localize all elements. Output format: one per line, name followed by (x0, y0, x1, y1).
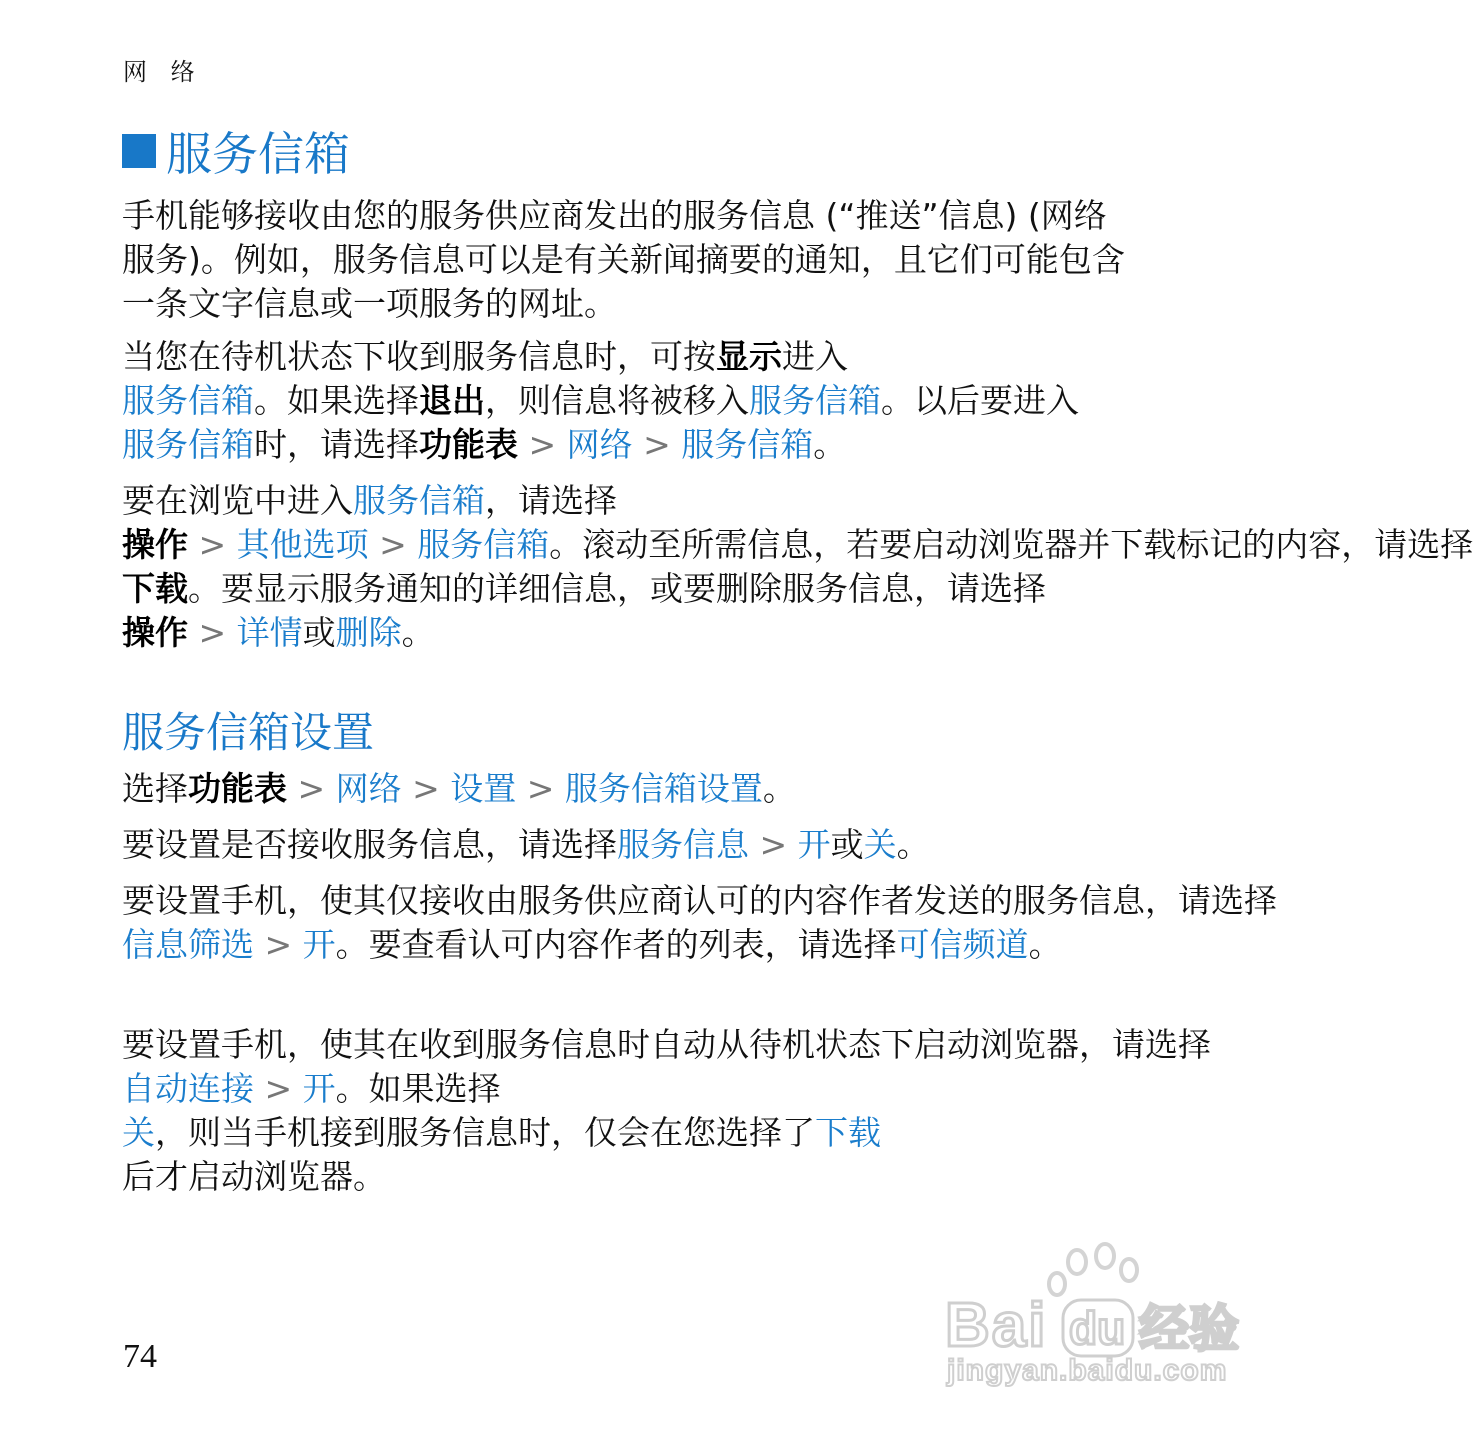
menu-link-service-inbox: 服务信箱 (122, 381, 254, 420)
menu-link-service-inbox: 服务信箱 (749, 381, 881, 420)
option-on: 开 (302, 925, 336, 964)
menu-link-network: 网络 (566, 425, 633, 464)
svg-text:经验: 经验 (1139, 1300, 1239, 1358)
menu-link-message-filter: 信息筛选 (122, 925, 254, 964)
paragraph-filter: 要设置手机，使其仅接收由服务供应商认可的内容作者发送的服务信息，请选择信息筛选 > 开。要查看认可内容作者的列表，请选择可信频道。 (122, 881, 1277, 964)
softkey-options: 操作 (122, 613, 188, 652)
menu-link-service-inbox: 服务信箱 (681, 425, 814, 464)
menu-link-network: 网络 (335, 769, 402, 808)
svg-text:du: du (1069, 1302, 1126, 1354)
option-off: 关 (122, 1113, 155, 1152)
menu-link-other-options: 其他选项 (236, 525, 369, 564)
menu-link-download: 下载 (815, 1113, 881, 1152)
menu-link-details: 详情 (236, 613, 303, 652)
softkey-options: 操作 (122, 525, 188, 564)
option-on: 开 (302, 1069, 336, 1108)
baidu-jingyan-watermark (945, 1240, 1255, 1390)
option-off: 关 (863, 825, 897, 864)
softkey-download: 下载 (122, 569, 188, 608)
menu-link-service-inbox: 服务信箱 (122, 425, 254, 464)
menu-link-auto-connect: 自动连接 (122, 1069, 254, 1108)
menu-link-service-inbox: 服务信箱 (353, 481, 485, 520)
paragraph-intro: 手机能够接收由您的服务供应商发出的服务信息 (“推送”信息) (网络服务)。例如，服务信息可以是有关新闻摘要的通知，且它们可能包含一条文字信息或一项服务的网址。 (122, 196, 1125, 323)
square-bullet-icon (122, 134, 156, 168)
menu-link-service-inbox-settings: 服务信箱设置 (564, 769, 763, 808)
option-on: 开 (797, 825, 831, 864)
menu-link-service-inbox: 服务信箱 (417, 525, 550, 564)
running-header: 网 络 (123, 58, 203, 86)
softkey-menu: 功能表 (419, 425, 518, 464)
menu-link-trusted-channels: 可信频道 (896, 925, 1029, 964)
softkey-exit: 退出 (419, 381, 485, 420)
menu-link-delete: 删除 (335, 613, 402, 652)
paragraph-receive: 要设置是否接收服务信息，请选择服务信息 > 开或关。 (122, 825, 930, 864)
softkey-show: 显示 (716, 337, 782, 376)
section-title-text: 服务信箱 (166, 127, 350, 181)
paragraph-browser: 要在浏览中进入服务信箱，请选择操作 > 其他选项 > 服务信箱。滚动至所需信息，若要启动浏览器并下载标记的内容，请选择下载。要显示服务通知的详细信息，或要删除服务信息，请选择操作 > 详情或删除。 (122, 481, 1473, 652)
svg-text:jingyan.baidu.com: jingyan.baidu.com (947, 1354, 1228, 1387)
section-title (122, 118, 350, 184)
svg-text:Bai: Bai (945, 1291, 1048, 1360)
softkey-menu: 功能表 (188, 769, 287, 808)
menu-link-settings: 设置 (450, 769, 517, 808)
paragraph-standby: 当您在待机状态下收到服务信息时，可按显示进入服务信箱。如果选择退出，则信息将被移入服务信箱。以后要进入服务信箱时，请选择功能表 > 网络 > 服务信箱。 (122, 337, 1079, 464)
paragraph-settings-path: 选择功能表 > 网络 > 设置 > 服务信箱设置。 (122, 769, 796, 808)
paragraph-auto-connect: 要设置手机，使其在收到服务信息时自动从待机状态下启动浏览器，请选择自动连接 > 开。如果选择关，则当手机接到服务信息时，仅会在您选择了下载后才启动浏览器。 (122, 1025, 1211, 1196)
page-number: 74 (123, 1338, 157, 1375)
subsection-title: 服务信箱设置 (122, 708, 375, 757)
menu-link-service-messages: 服务信息 (617, 825, 749, 864)
baidu-paw-logo-icon (945, 1240, 1255, 1390)
